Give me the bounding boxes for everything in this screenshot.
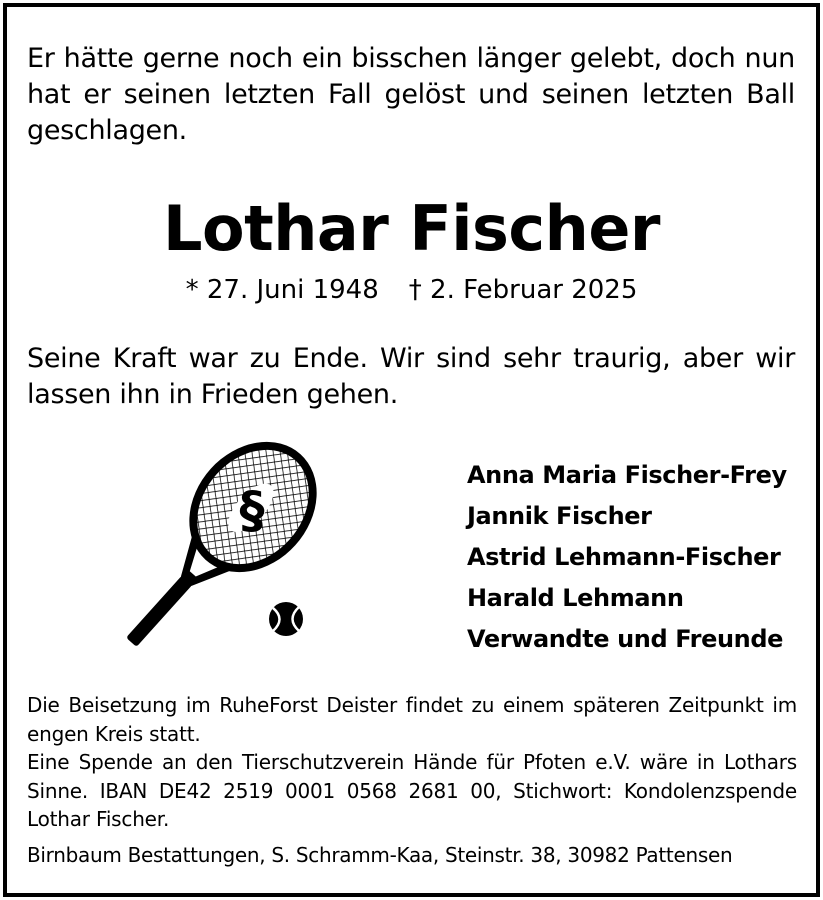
farewell-saying: Seine Kraft war zu Ende. Wir sind sehr traurig, aber wir lassen ihn in Frieden gehen. xyxy=(27,343,795,410)
tennis-ball-icon xyxy=(269,602,303,636)
paragraph-symbol: § xyxy=(239,481,265,539)
opening-quote: Er hätte gerne noch ein bisschen länger gelebt, doch nun hat er seinen letzten Fall gelöst und seinen letzten Ball geschlagen. xyxy=(27,43,795,146)
family-member: Harald Lehmann xyxy=(467,584,684,612)
death-date: † 2. Februar 2025 xyxy=(408,275,638,305)
obituary-frame xyxy=(3,3,820,897)
family-member: Jannik Fischer xyxy=(467,502,652,530)
funeral-info xyxy=(27,691,797,834)
undertaker-line: Birnbaum Bestattungen, S. Schramm-Kaa, Steinstr. 38, 30982 Pattensen xyxy=(27,843,733,867)
tennis-racket-icon xyxy=(105,437,325,652)
deceased-name: Lothar Fischer xyxy=(163,192,660,265)
birth-date: * 27. Juni 1948 xyxy=(185,275,379,305)
family-member: Verwandte und Freunde xyxy=(467,625,784,653)
family-list xyxy=(467,455,807,660)
family-member: Anna Maria Fischer-Frey xyxy=(467,461,787,489)
family-member: Astrid Lehmann-Fischer xyxy=(467,543,781,571)
donation-note: Eine Spende an den Tierschutzverein Hände für Pfoten e.V. wäre in Lothars Sinne. IBAN DE42 2519 0001 0568 2681 00, Stichwort: Kondolenzspende Lothar Fischer. xyxy=(27,750,797,831)
burial-note: Die Beisetzung im RuheForst Deister findet zu einem späteren Zeitpunkt im engen Kreis statt. xyxy=(27,693,797,746)
life-dates xyxy=(7,273,816,307)
